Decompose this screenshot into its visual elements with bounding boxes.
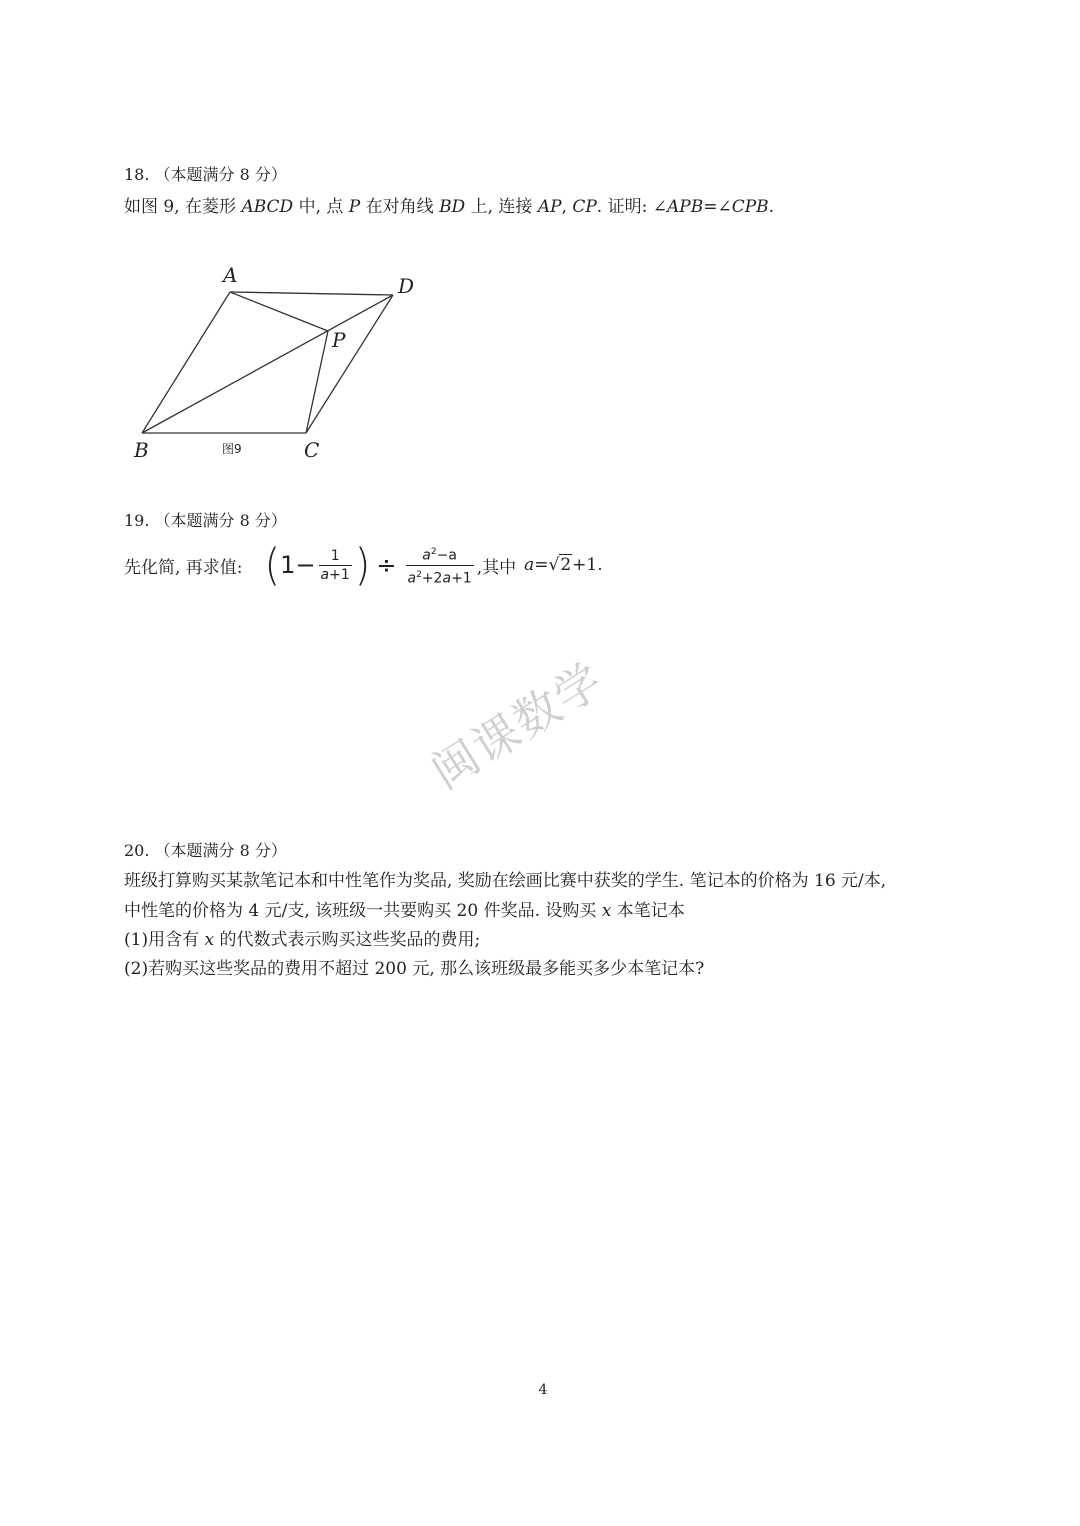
diagonal-bd xyxy=(142,295,393,433)
watermark: 闽课数学 xyxy=(421,651,614,800)
vertex-label-a: A xyxy=(223,263,238,287)
fraction-2 xyxy=(406,543,474,587)
fraction-1-denominator: a+1 xyxy=(320,566,350,583)
page-number: 4 xyxy=(538,1382,548,1398)
q20-subquestion-2: (2)若购买这些奖品的费用不超过 200 元, 那么该班级最多能买多少本笔记本? xyxy=(124,959,705,979)
q18-text-part: CP xyxy=(572,197,597,217)
q19-suffix: ,其中 xyxy=(476,557,517,578)
q18-text-part: P xyxy=(348,197,361,217)
fraction-2-numerator: $a^2-a$ xyxy=(422,546,457,564)
q18-text-part: 中, 点 xyxy=(293,197,349,217)
figure-caption: 图9 xyxy=(222,442,242,456)
q20-header: 20. （本题满分 8 分） xyxy=(124,841,287,860)
q18-header: 18. （本题满分 8 分） xyxy=(124,165,287,184)
q18-text-part: . xyxy=(768,197,775,217)
segment-ap xyxy=(230,292,328,331)
q18-text-part: ABCD xyxy=(241,197,294,217)
fraction-2-denominator: $a^2+2a+1$ xyxy=(406,565,474,588)
side-ab xyxy=(142,292,230,433)
q18-text-part: . 证明: ∠ xyxy=(596,197,667,217)
q20-subquestion-1: (1)用含有 x 的代数式表示购买这些奖品的费用; xyxy=(124,930,481,950)
q20-line2: 中性笔的价格为 4 元/支, 该班级一共要购买 20 件奖品. 设购买 x 本笔记本 xyxy=(124,901,685,921)
q18-text xyxy=(124,196,774,218)
side-ad xyxy=(230,292,393,295)
q19-condition: a=√2+1. xyxy=(524,555,603,575)
right-paren: ) xyxy=(354,539,371,591)
side-cd xyxy=(306,295,393,433)
vertex-label-b: B xyxy=(134,438,149,462)
q20-line1: 班级打算购买某款笔记本和中性笔作为奖品, 奖励在绘画比赛中获奖的学生. 笔记本的价格为 16 元/本, xyxy=(124,871,887,891)
q18-text-part: AP xyxy=(537,197,562,217)
q18-text-part: , xyxy=(561,197,573,217)
divide-sign: ÷ xyxy=(376,551,397,579)
q19-header: 19. （本题满分 8 分） xyxy=(124,511,287,530)
fraction-1 xyxy=(319,547,352,584)
segment-cp xyxy=(306,331,328,433)
q19-prefix: 先化简, 再求值: xyxy=(124,557,243,578)
q18-text-part: 上, 连接 xyxy=(465,197,538,217)
q18-text-part: CPB xyxy=(731,197,769,217)
one: 1 xyxy=(280,551,296,579)
fraction-1-numerator: 1 xyxy=(330,547,340,564)
q19-expression xyxy=(124,538,603,592)
q18-text-part: BD xyxy=(439,197,466,217)
vertex-label-c: C xyxy=(304,438,320,462)
q18-text-part: APB xyxy=(666,197,704,217)
q18-text-part: 如图 9, 在菱形 xyxy=(124,197,242,217)
sqrt-icon: √ xyxy=(548,555,560,575)
q18-text-part: 在对角线 xyxy=(360,197,440,217)
vertex-label-d: D xyxy=(398,274,415,298)
point-label-p: P xyxy=(332,328,346,352)
figure-9-rhombus xyxy=(120,255,440,470)
q18-text-part: =∠ xyxy=(703,197,732,217)
left-paren: ( xyxy=(264,539,281,591)
minus-sign: − xyxy=(295,551,316,579)
